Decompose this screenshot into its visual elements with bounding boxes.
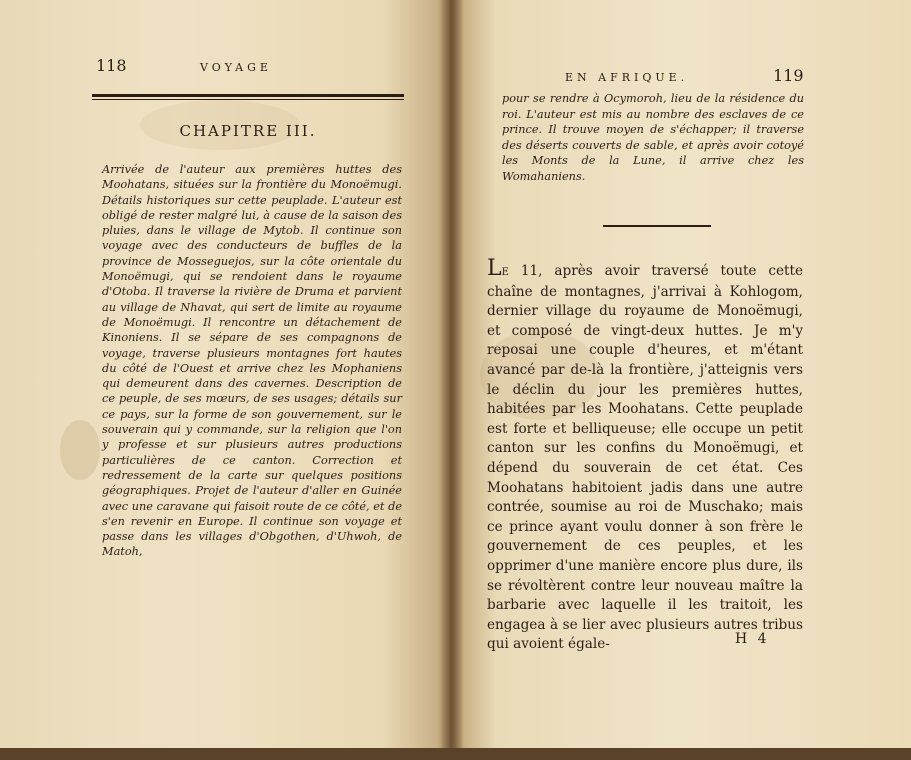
running-head-right: EN AFRIQUE.: [565, 71, 689, 84]
section-divider: [603, 225, 711, 227]
chapter-title: CHAPITRE III.: [179, 122, 317, 140]
chapter-summary-continued: pour se rendre à Ocymoroh, lieu de la résidence du roi. L'auteur est mis au nombre des esclaves de ce prince. Il trouve moyen de s'échapper; il traverse des déserts couverts de sable, et après avoir cotoyé les Monts de la Lune, il arrive chez les Womahaniens.: [502, 92, 804, 183]
chapter-summary: Arrivée de l'auteur aux premières huttes des Moohatans, situées sur la frontière du Monoëmugi. Détails historiques sur cette peuplade. L'auteur est obligé de rester malgré lui, à cause de la saison des pluies, dans le village de Mytob. Il continue son voyage avec des conducteurs de buffles de la province de Mosseguejos, sur la côte orientale du Monoëmugi, qui se rendoient dans le royaume d'Otoba. Il traverse la rivière de Druma et parvient au village de Nhavat, qui sert de limite au royaume de Monoëmugi. Il rencontre un détachement de Kinoniens. Il se sépare de ses compagnons de voyage, traverse plusieurs montagnes fort hautes du côté de l'Ouest et arrive chez les Mophaniens qui demeurent dans des cavernes. Description de ce peuple, de ses mœurs, de ses usages; détails sur ce pays, sur la forme de son gouvernement, sur le souverain qui y commande, sur la religion que l'on y professe et sur plusieurs autres productions particulières de ce canton. Correction et redressement de la carte sur quelques positions géographiques. Projet de l'auteur d'aller en Guinée avec une caravane qui faisoit route de ce côté, et de s'en revenir en Europe. Il continue son voyage et passe dans les villages d'Obgothen, d'Uhwoh, de Matoh,: [102, 163, 402, 559]
left-page: [0, 0, 450, 752]
header-rule-thin: [92, 99, 404, 100]
signature-mark: H 4: [735, 631, 770, 647]
page-edge: [0, 748, 911, 760]
page-number-left: 118: [96, 56, 127, 75]
paper-stain: [60, 420, 100, 480]
header-rule: [92, 94, 404, 97]
drop-cap-rest: E: [501, 267, 509, 278]
date-number: 11,: [520, 263, 543, 279]
drop-cap: L: [487, 256, 502, 281]
running-head-left: VOYAGE: [200, 61, 272, 74]
page-number-right: 119: [773, 66, 804, 85]
body-paragraph: après avoir traversé toute cette chaîne de montagnes, j'arrivai à Kohlogom, dernier village du royaume de Monoëmugi, et composé de vingt-deux huttes. Je m'y reposai une couple d'heures, et m'étant avancé par de-là la frontière, j'atteignis vers le déclin du jour les premières huttes, habitées par les Moohatans. Cette peuplade est forte et belliqueuse; elle occupe un petit canton sur les confins du Monoëmugi, et dépend du souverain de cet état. Ces Moohatans habitoient jadis dans une autre contrée, soumise au roi de Muschako; mais ce prince ayant voulu donner à son frère le gouvernement de ces peuples, et les opprimer d'une manière encore plus dure, ils se révoltèrent contre leur nouveau maître la barbarie avec laquelle il les traitoit, les engagea à se lier avec plusieurs autres tribus qui avoient égale-: [487, 263, 804, 653]
book-gutter: [440, 0, 464, 760]
body-text: [487, 256, 804, 655]
